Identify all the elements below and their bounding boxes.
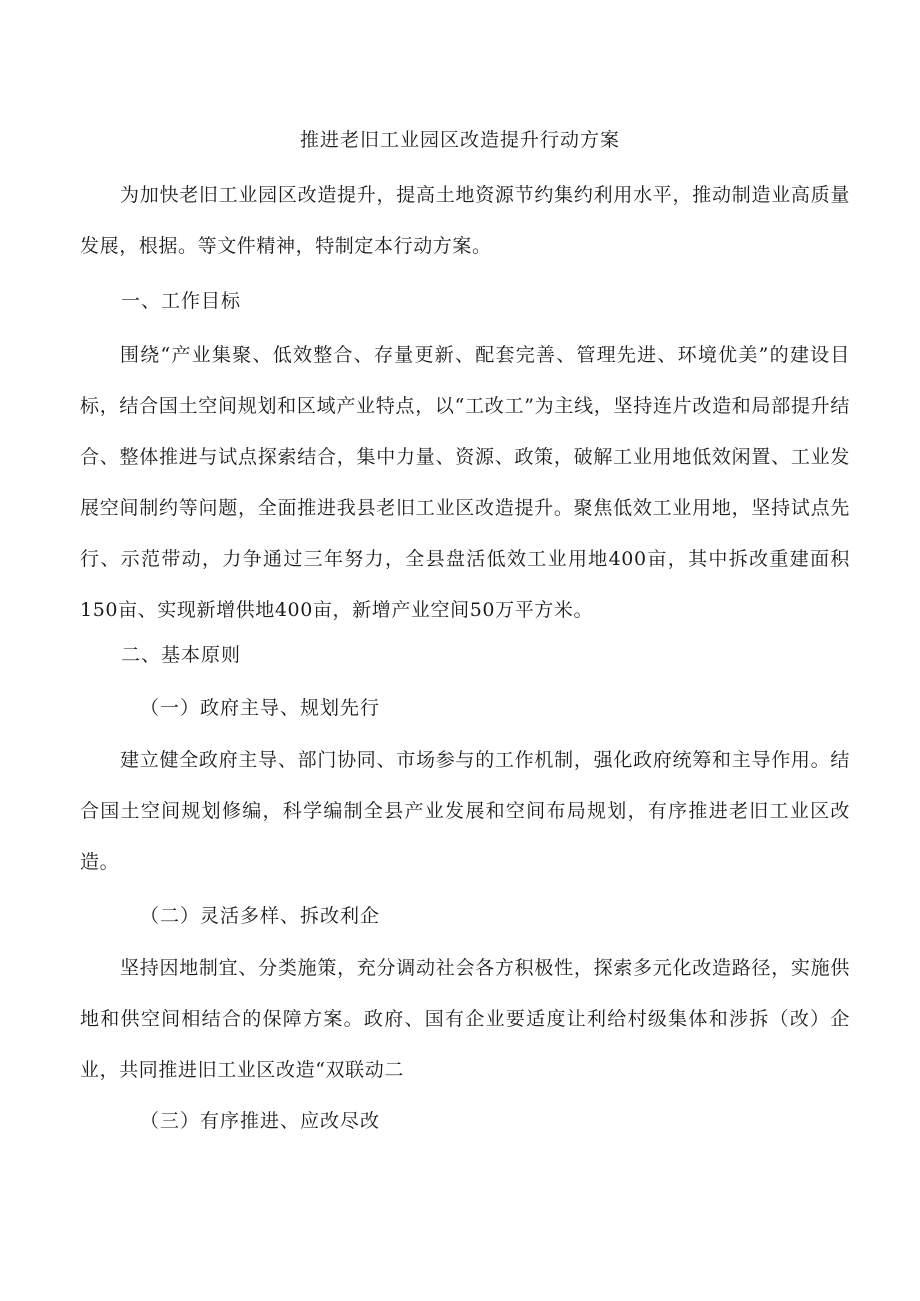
intro-paragraph: 为加快老旧工业园区改造提升，提高土地资源节约集约利用水平，推动制造业高质量发展，根据。等文件精神，特制定本行动方案。 (80, 184, 850, 257)
document-title: 推进老旧工业园区改造提升行动方案 (299, 129, 620, 151)
section-heading-goals: 一、工作目标 (121, 290, 242, 312)
subheading-orderly: （三）有序推进、应改尽改 (140, 1110, 381, 1132)
government-led-paragraph: 建立健全政府主导、部门协同、市场参与的工作机制，强化政府统筹和主导作用。结合国土空间规划修编，科学编制全县产业发展和空间布局规划，有序推进老旧工业区改造。 (80, 749, 850, 873)
goals-paragraph: 围绕“产业集聚、低效整合、存量更新、配套完善、管理先进、环境优美”的建设目标，结合国土空间规划和区域产业特点，以“工改工”为主线，坚持连片改造和局部提升结合、整体推进与试点探索结合，集中力量、资源、政策，破解工业用地低效闲置、工业发展空间制约等问题，全面推进我县老旧工业区改造提升。聚焦低效工业用地，坚持试点先行、示范带动，力争通过三年努力，全县盘活低效工业用地400亩，其中拆改重建面积150亩、实现新增供地400亩，新增产业空间50万平方米。 (80, 344, 850, 621)
flexible-paragraph: 坚持因地制宜、分类施策，充分调动社会各方积极性，探索多元化改造路径，实施供地和供空间相结合的保障方案。政府、国有企业要适度让利给村级集体和涉拆（改）企业，共同推进旧工业区改造“双联动二 (80, 957, 850, 1081)
subheading-government-led: （一）政府主导、规划先行 (140, 697, 381, 719)
subheading-flexible: （二）灵活多样、拆改利企 (140, 905, 381, 927)
section-heading-principles: 二、基本原则 (121, 644, 242, 666)
